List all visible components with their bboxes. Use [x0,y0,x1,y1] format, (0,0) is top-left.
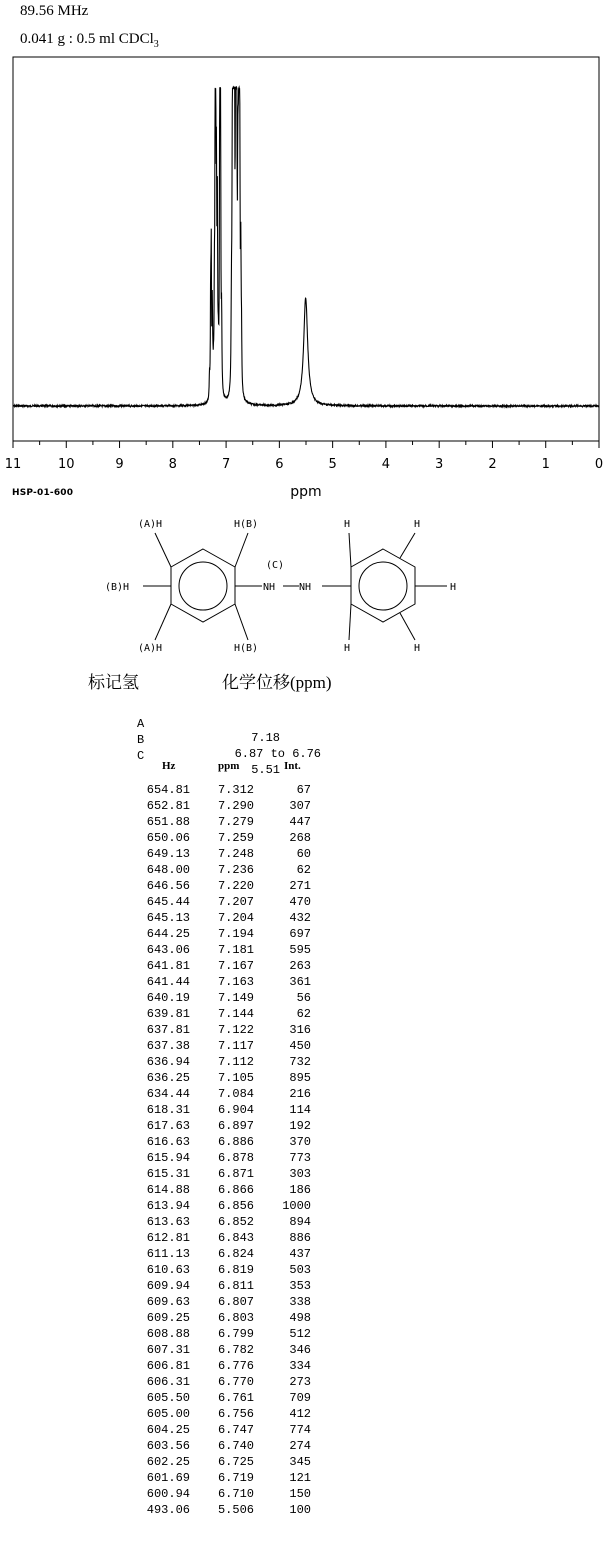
cell-hz: 649.13 [146,847,190,861]
cell-ppm: 7.117 [217,1039,254,1053]
cell-ppm: 7.181 [217,943,254,957]
table-row [0,847,609,863]
table-row [0,1135,609,1151]
x-axis-ticks [13,441,599,448]
cell-int: 345 [289,1455,311,1469]
table-row [0,1279,609,1295]
cell-ppm: 7.163 [217,975,254,989]
table-row [0,1359,609,1375]
cell-int: 512 [289,1327,311,1341]
label-a-top: (A)H [138,519,163,530]
cell-hz: 603.56 [146,1439,190,1453]
cell-hz: 606.81 [146,1359,190,1373]
right-ring-aromatic-circle [359,562,407,610]
cell-hz: 617.63 [146,1119,190,1133]
table-row [0,1071,609,1087]
hydrazobenzene-structure [0,505,609,665]
x-tick-label: 10 [57,457,75,472]
cell-int: 353 [289,1279,311,1293]
table-row [0,1375,609,1391]
cell-int: 273 [289,1375,311,1389]
cell-hz: 641.44 [146,975,190,989]
cell-int: 192 [289,1119,311,1133]
table-row [0,1423,609,1439]
x-tick-label: 1 [541,457,550,472]
right-ring-hexagon [351,549,415,622]
cell-ppm: 7.236 [217,863,254,877]
right-bond-bottom-right [400,613,415,640]
cell-int: 67 [296,783,311,797]
cell-ppm: 6.725 [217,1455,254,1469]
x-tick-label: 9 [115,457,124,472]
cell-ppm: 7.207 [217,895,254,909]
cell-int: 303 [289,1167,311,1181]
cell-int: 773 [289,1151,311,1165]
cell-int: 62 [296,1007,311,1021]
assignment-key: C [137,749,145,763]
x-tick-label: 0 [594,457,604,472]
cell-ppm: 7.122 [217,1023,254,1037]
cell-hz: 654.81 [146,783,190,797]
cell-ppm: 7.248 [217,847,254,861]
x-axis-label: ppm [290,484,322,500]
cell-hz: 641.81 [146,959,190,973]
cell-int: 121 [289,1471,311,1485]
cell-ppm: 6.747 [217,1423,254,1437]
left-ring-aromatic-circle [179,562,227,610]
header-int: Int. [284,760,301,772]
spectrum-trace [13,87,599,407]
cell-hz: 611.13 [146,1247,190,1261]
cell-hz: 615.31 [146,1167,190,1181]
cell-hz: 645.13 [146,911,190,925]
label-right-h-top-right: H [414,519,421,530]
cell-int: 271 [289,879,311,893]
assignment-value: 5.51 [251,763,280,777]
table-row [0,863,609,879]
cell-int: 450 [289,1039,311,1053]
cell-hz: 610.63 [146,1263,190,1277]
cell-ppm: 6.761 [217,1391,254,1405]
cell-ppm: 7.312 [217,783,254,797]
cell-hz: 605.00 [146,1407,190,1421]
cell-ppm: 6.904 [217,1103,254,1117]
table-row [0,1487,609,1503]
cell-int: 100 [289,1503,311,1517]
table-row [0,1455,609,1471]
spectrometer-frequency: 89.56 MHz [20,3,89,19]
table-row [0,1023,609,1039]
cell-ppm: 6.878 [217,1151,254,1165]
cell-hz: 605.50 [146,1391,190,1405]
table-row [0,1007,609,1023]
cell-ppm: 7.279 [217,815,254,829]
cell-ppm: 7.149 [217,991,254,1005]
cell-ppm: 6.770 [217,1375,254,1389]
cell-hz: 612.81 [146,1231,190,1245]
cell-ppm: 7.220 [217,879,254,893]
cell-hz: 600.94 [146,1487,190,1501]
cell-ppm: 6.897 [217,1119,254,1133]
sample-text: 0.041 g : 0.5 ml CDCl [20,31,154,47]
cell-int: 56 [296,991,311,1005]
cell-int: 709 [289,1391,311,1405]
label-a-bottom: (A)H [138,643,163,654]
cell-int: 338 [289,1295,311,1309]
cell-ppm: 7.290 [217,799,254,813]
cell-hz: 637.38 [146,1039,190,1053]
cell-hz: 645.44 [146,895,190,909]
table-row [0,1295,609,1311]
cell-int: 697 [289,927,311,941]
table-row [0,879,609,895]
table-row [0,991,609,1007]
table-row [0,783,609,799]
table-row [0,1311,609,1327]
cell-hz: 493.06 [146,1503,190,1517]
cell-ppm: 6.799 [217,1327,254,1341]
cell-hz: 615.94 [146,1151,190,1165]
table-row [0,1039,609,1055]
table-row [0,943,609,959]
table-row [0,815,609,831]
table-row [0,1327,609,1343]
cell-ppm: 7.204 [217,911,254,925]
left-bond-bottom-a [155,604,171,640]
table-row [0,1151,609,1167]
table-row [0,1503,609,1519]
table-row [0,911,609,927]
cell-int: 263 [289,959,311,973]
table-row [0,1247,609,1263]
label-b-left: (B)H [105,582,130,593]
label-c: (C) [266,560,285,571]
cell-ppm: 6.866 [217,1183,254,1197]
left-bond-top-a [155,533,171,567]
cell-int: 894 [289,1215,311,1229]
cell-int: 412 [289,1407,311,1421]
left-benzene-ring [143,533,262,640]
sample-subscript: 3 [153,39,159,50]
label-right-h-top-left: H [344,519,351,530]
label-right-h-right: H [450,582,457,593]
cell-ppm: 7.194 [217,927,254,941]
table-row [0,1407,609,1423]
table-row [0,959,609,975]
cell-hz: 648.00 [146,863,190,877]
label-right-h-bottom-right: H [414,643,421,654]
nmr-spectrum-chart [0,0,609,505]
cell-int: 370 [289,1135,311,1149]
cell-int: 732 [289,1055,311,1069]
cell-hz: 652.81 [146,799,190,813]
cell-hz: 613.94 [146,1199,190,1213]
cell-ppm: 7.112 [217,1055,254,1069]
assignment-header-label: 标记氢 [88,673,139,692]
cell-hz: 601.69 [146,1471,190,1485]
cell-ppm: 6.811 [217,1279,254,1293]
cell-hz: 609.25 [146,1311,190,1325]
table-row [0,975,609,991]
x-tick-label: 5 [328,457,337,472]
cell-hz: 639.81 [146,1007,190,1021]
table-row [0,1087,609,1103]
cell-ppm: 6.871 [217,1167,254,1181]
cell-ppm: 6.843 [217,1231,254,1245]
cell-ppm: 7.259 [217,831,254,845]
cell-int: 268 [289,831,311,845]
x-tick-label: 2 [488,457,497,472]
cell-ppm: 7.144 [217,1007,254,1021]
header-hz: Hz [162,760,176,772]
cell-int: 62 [296,863,311,877]
cell-ppm: 5.506 [217,1503,254,1517]
cell-hz: 636.25 [146,1071,190,1085]
cell-int: 316 [289,1023,311,1037]
cell-ppm: 6.756 [217,1407,254,1421]
table-row [0,1215,609,1231]
table-row [0,927,609,943]
table-row [0,1343,609,1359]
x-tick-label: 11 [4,457,22,472]
cell-hz: 637.81 [146,1023,190,1037]
cell-hz: 634.44 [146,1087,190,1101]
cell-ppm: 7.105 [217,1071,254,1085]
cell-ppm: 6.807 [217,1295,254,1309]
cell-ppm: 6.886 [217,1135,254,1149]
table-row [0,1391,609,1407]
cell-int: 216 [289,1087,311,1101]
cell-int: 503 [289,1263,311,1277]
table-row [0,1103,609,1119]
x-axis-tick-labels [5,457,603,472]
cell-hz: 609.94 [146,1279,190,1293]
table-row [0,1439,609,1455]
label-b-top: H(B) [234,519,259,530]
table-row [0,1055,609,1071]
cell-int: 470 [289,895,311,909]
cell-hz: 643.06 [146,943,190,957]
cell-hz: 636.94 [146,1055,190,1069]
table-row [0,799,609,815]
x-tick-label: 4 [381,457,391,472]
cell-int: 886 [289,1231,311,1245]
cell-hz: 651.88 [146,815,190,829]
table-row [0,831,609,847]
cell-hz: 640.19 [146,991,190,1005]
cell-int: 361 [289,975,311,989]
cell-hz: 646.56 [146,879,190,893]
cell-hz: 616.63 [146,1135,190,1149]
assignment-key: A [137,717,145,731]
assignment-row [0,735,321,777]
label-nh-2: NH [299,582,312,593]
cell-int: 437 [289,1247,311,1261]
cell-hz: 613.63 [146,1215,190,1229]
cell-int: 498 [289,1311,311,1325]
cell-ppm: 7.167 [217,959,254,973]
left-bond-top-b [235,533,248,567]
x-tick-label: 7 [221,457,231,472]
cell-int: 1000 [282,1199,311,1213]
table-row [0,1263,609,1279]
table-row [0,895,609,911]
right-bond-bottom-left [349,604,351,640]
cell-hz: 614.88 [146,1183,190,1197]
cell-ppm: 6.782 [217,1343,254,1357]
table-row [0,1167,609,1183]
left-ring-hexagon [171,549,235,622]
cell-hz: 604.25 [146,1423,190,1437]
cell-hz: 644.25 [146,927,190,941]
x-tick-label: 3 [435,457,444,472]
cell-ppm: 6.852 [217,1215,254,1229]
x-tick-label: 6 [275,457,284,472]
cell-hz: 650.06 [146,831,190,845]
cell-ppm: 6.856 [217,1199,254,1213]
right-bond-top-left [349,533,351,567]
assignment-value: 7.18 [251,731,280,745]
cell-int: 114 [289,1103,311,1117]
cell-ppm: 6.719 [217,1471,254,1485]
cell-int: 274 [289,1439,311,1453]
cell-int: 432 [289,911,311,925]
assignment-header-shift: 化学位移(ppm) [222,673,332,692]
table-row [0,1231,609,1247]
table-row [0,1183,609,1199]
cell-int: 186 [289,1183,311,1197]
cell-ppm: 6.776 [217,1359,254,1373]
cell-int: 346 [289,1343,311,1357]
cell-hz: 609.63 [146,1295,190,1309]
header-ppm: ppm [218,760,240,772]
cell-ppm: 6.803 [217,1311,254,1325]
cell-int: 774 [289,1423,311,1437]
table-row [0,1119,609,1135]
cell-hz: 602.25 [146,1455,190,1469]
cell-ppm: 7.084 [217,1087,254,1101]
cell-int: 895 [289,1071,311,1085]
cell-ppm: 6.819 [217,1263,254,1277]
cell-hz: 608.88 [146,1327,190,1341]
cell-int: 334 [289,1359,311,1373]
cell-int: 307 [289,799,311,813]
cell-int: 150 [289,1487,311,1501]
spectrum-code: HSP-01-600 [12,488,74,498]
cell-int: 595 [289,943,311,957]
label-right-h-bottom-left: H [344,643,351,654]
cell-hz: 618.31 [146,1103,190,1117]
label-nh-1: NH [263,582,276,593]
left-bond-bottom-b [235,604,248,640]
table-row [0,1471,609,1487]
assignment-key: B [137,733,145,747]
cell-int: 60 [296,847,311,861]
label-b-bottom: H(B) [234,643,259,654]
cell-int: 447 [289,815,311,829]
cell-ppm: 6.740 [217,1439,254,1453]
table-row [0,1199,609,1215]
assignment-value: 6.87 to 6.76 [234,747,321,761]
cell-ppm: 6.824 [217,1247,254,1261]
plot-frame [13,57,599,441]
cell-ppm: 6.710 [217,1487,254,1501]
cell-hz: 607.31 [146,1343,190,1357]
right-bond-top-right [400,533,415,558]
x-tick-label: 8 [168,457,177,472]
cell-hz: 606.31 [146,1375,190,1389]
